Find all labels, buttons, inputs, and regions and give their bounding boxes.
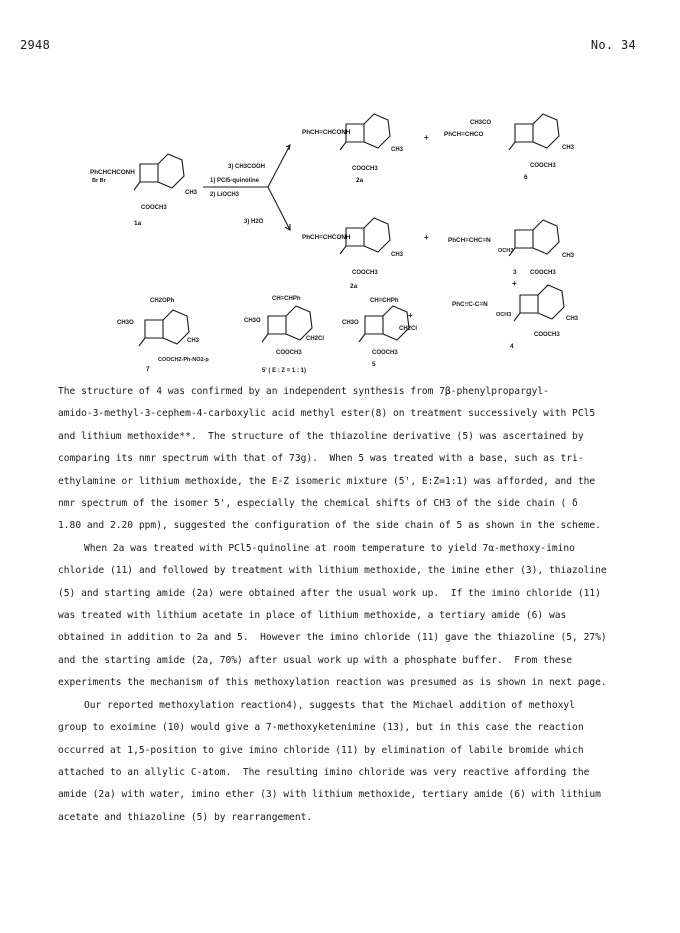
text-line: The structure of 4 was confirmed by an independent synthesis from 7β-phenylpropargyl-: [58, 386, 549, 397]
svg-text:CH3: CH3: [562, 253, 575, 259]
svg-text:CH2Cl: CH2Cl: [399, 326, 418, 332]
svg-text:PhCH=CHCONH: PhCH=CHCONH: [302, 129, 351, 136]
svg-text:7: 7: [146, 366, 150, 373]
journal-issue: No. 34: [590, 38, 636, 52]
svg-text:CH3: CH3: [566, 316, 579, 322]
svg-text:+: +: [408, 311, 413, 320]
svg-text:PhCH=CHCO: PhCH=CHCO: [444, 131, 484, 138]
text-line: group to exoimine (10) would give a 7-methoxyketenimine (13), but in this case the reaction: [58, 722, 584, 734]
svg-text:3: 3: [513, 269, 517, 276]
svg-text:5' ( E : Z = 1 : 1): 5' ( E : Z = 1 : 1): [262, 368, 306, 374]
reaction-scheme: [0, 90, 680, 380]
svg-text:CH3: CH3: [391, 252, 404, 258]
text-line: attached to an allylic C-atom. The resulting imino chloride was very reactive affording the: [58, 766, 590, 778]
svg-text:CH3: CH3: [562, 145, 575, 151]
svg-text:COOCH3: COOCH3: [530, 270, 556, 276]
text-line: obtained in addition to 2a and 5. However the imino chloride (11) gave the thiazoline (5, 27%): [58, 632, 607, 644]
text-line: nmr spectrum of the isomer 5', especially the chemical shifts of CH3 of the side chain ( δ: [58, 498, 578, 510]
svg-text:2a: 2a: [356, 177, 364, 184]
svg-text:CH3: CH3: [185, 190, 198, 196]
compound-1a: [90, 154, 198, 227]
svg-text:2a: 2a: [350, 283, 358, 290]
svg-text:CH3: CH3: [187, 338, 200, 344]
svg-text:PhCH=CHCONH: PhCH=CHCONH: [302, 234, 351, 241]
text-line: and lithium methoxide**. The structure of the thiazoline derivative (5) was ascertained by: [58, 430, 584, 442]
text-line: was treated with lithium acetate in place of lithium methoxide, a tertiary amide (6) was: [58, 610, 567, 622]
svg-text:CH2Cl: CH2Cl: [306, 336, 325, 342]
text-line: amide (2a) with water, imino ether (3) with lithium methoxide, tertiary amide (6) with lithium: [58, 789, 601, 801]
text-line: Our reported methoxylation reaction4), suggests that the Michael addition of methoxyl: [84, 699, 575, 711]
compound-2a-bottom: [302, 218, 429, 290]
text-line: experiments the mechanism of this methoxylation reaction was presumed as is shown in next page.: [58, 677, 607, 689]
svg-text:+: +: [424, 133, 429, 142]
svg-text:COOCH2-Ph-NO2-p: COOCH2-Ph-NO2-p: [158, 357, 209, 363]
text-line: comparing its nmr spectrum with that of 73g). When 5 was treated with a base, such as tri-: [58, 453, 584, 465]
svg-text:CH3CO: CH3CO: [470, 120, 492, 126]
reagent-labels: [210, 164, 265, 225]
svg-text:5: 5: [372, 361, 376, 368]
text-line: ethylamine or lithium methoxide, the E-Z isomeric mixture (5', E:Z=1:1) was afforded, and the: [58, 475, 596, 487]
svg-text:2) LiOCH3: 2) LiOCH3: [210, 192, 240, 198]
svg-text:COOCH3: COOCH3: [534, 332, 560, 338]
svg-text:COOCH3: COOCH3: [352, 270, 378, 276]
compound-6: [444, 114, 575, 181]
svg-text:PhC≡C-C=N: PhC≡C-C=N: [452, 301, 488, 308]
text-line: (5) and starting amide (2a) were obtained after the usual work up. If the imino chloride (11): [58, 587, 601, 599]
svg-text:CH2OPh: CH2OPh: [150, 298, 175, 304]
svg-text:6: 6: [524, 174, 528, 181]
svg-text:OCH3: OCH3: [498, 248, 514, 254]
svg-text:COOCH3: COOCH3: [372, 350, 398, 356]
page-number: 2948: [20, 38, 51, 52]
svg-text:3) H2O: 3) H2O: [244, 219, 264, 225]
compound-5: [342, 298, 417, 368]
reaction-arrows: [203, 145, 290, 230]
text-line: and the starting amide (2a, 70%) after usual work up with a phosphate buffer. From these: [58, 654, 573, 666]
svg-text:CH=CHPh: CH=CHPh: [272, 296, 301, 302]
svg-text:CH=CHPh: CH=CHPh: [370, 298, 399, 304]
svg-text:COOCH3: COOCH3: [276, 350, 302, 356]
svg-text:CH3: CH3: [391, 147, 404, 153]
compound-4: [452, 285, 579, 350]
label-1a: 1a: [134, 220, 142, 227]
svg-text:COOCH3: COOCH3: [530, 163, 556, 169]
text-line: acetate and thiazoline (5) by rearrangement.: [58, 811, 313, 823]
compound-3: [448, 220, 575, 288]
text-line: occurred at 1,5-position to give imino chloride (11) by elimination of labile bromide which: [58, 744, 584, 756]
svg-text:CH3O: CH3O: [117, 320, 134, 326]
svg-text:PhCH=CHC=N: PhCH=CHC=N: [448, 237, 491, 244]
svg-text:CH3O: CH3O: [244, 318, 261, 324]
svg-text:OCH3: OCH3: [496, 312, 512, 318]
text-line: chloride (11) and followed by treatment with lithium methoxide, the imine ether (3), thiazoline: [58, 565, 607, 577]
svg-text:PhCHCHCONH: PhCHCHCONH: [90, 169, 135, 176]
svg-text:COOCH3: COOCH3: [141, 205, 167, 211]
compound-2a-top: [302, 114, 429, 184]
svg-text:+: +: [424, 233, 429, 242]
svg-text:Br Br: Br Br: [92, 178, 106, 184]
svg-text:COOCH3: COOCH3: [352, 166, 378, 172]
text-line: When 2a was treated with PCl5-quinoline at room temperature to yield 7α-methoxy-imino: [84, 542, 575, 554]
article-body: [58, 381, 638, 829]
svg-text:+: +: [512, 279, 517, 288]
compound-7: [117, 298, 209, 373]
svg-text:4: 4: [510, 343, 514, 350]
svg-text:CH3O: CH3O: [342, 320, 359, 326]
text-line: amido-3-methyl-3-cephem-4-carboxylic acid methyl ester(8) on treatment successively with PCl5: [58, 408, 596, 420]
svg-text:1) PCl5-quinoline: 1) PCl5-quinoline: [210, 178, 260, 184]
text-line: 1.80 and 2.20 ppm), suggested the configuration of the side chain of 5 as shown in the scheme.: [58, 520, 601, 532]
compound-5-prime: [244, 296, 324, 374]
svg-text:3) CH3COOH: 3) CH3COOH: [228, 164, 266, 170]
